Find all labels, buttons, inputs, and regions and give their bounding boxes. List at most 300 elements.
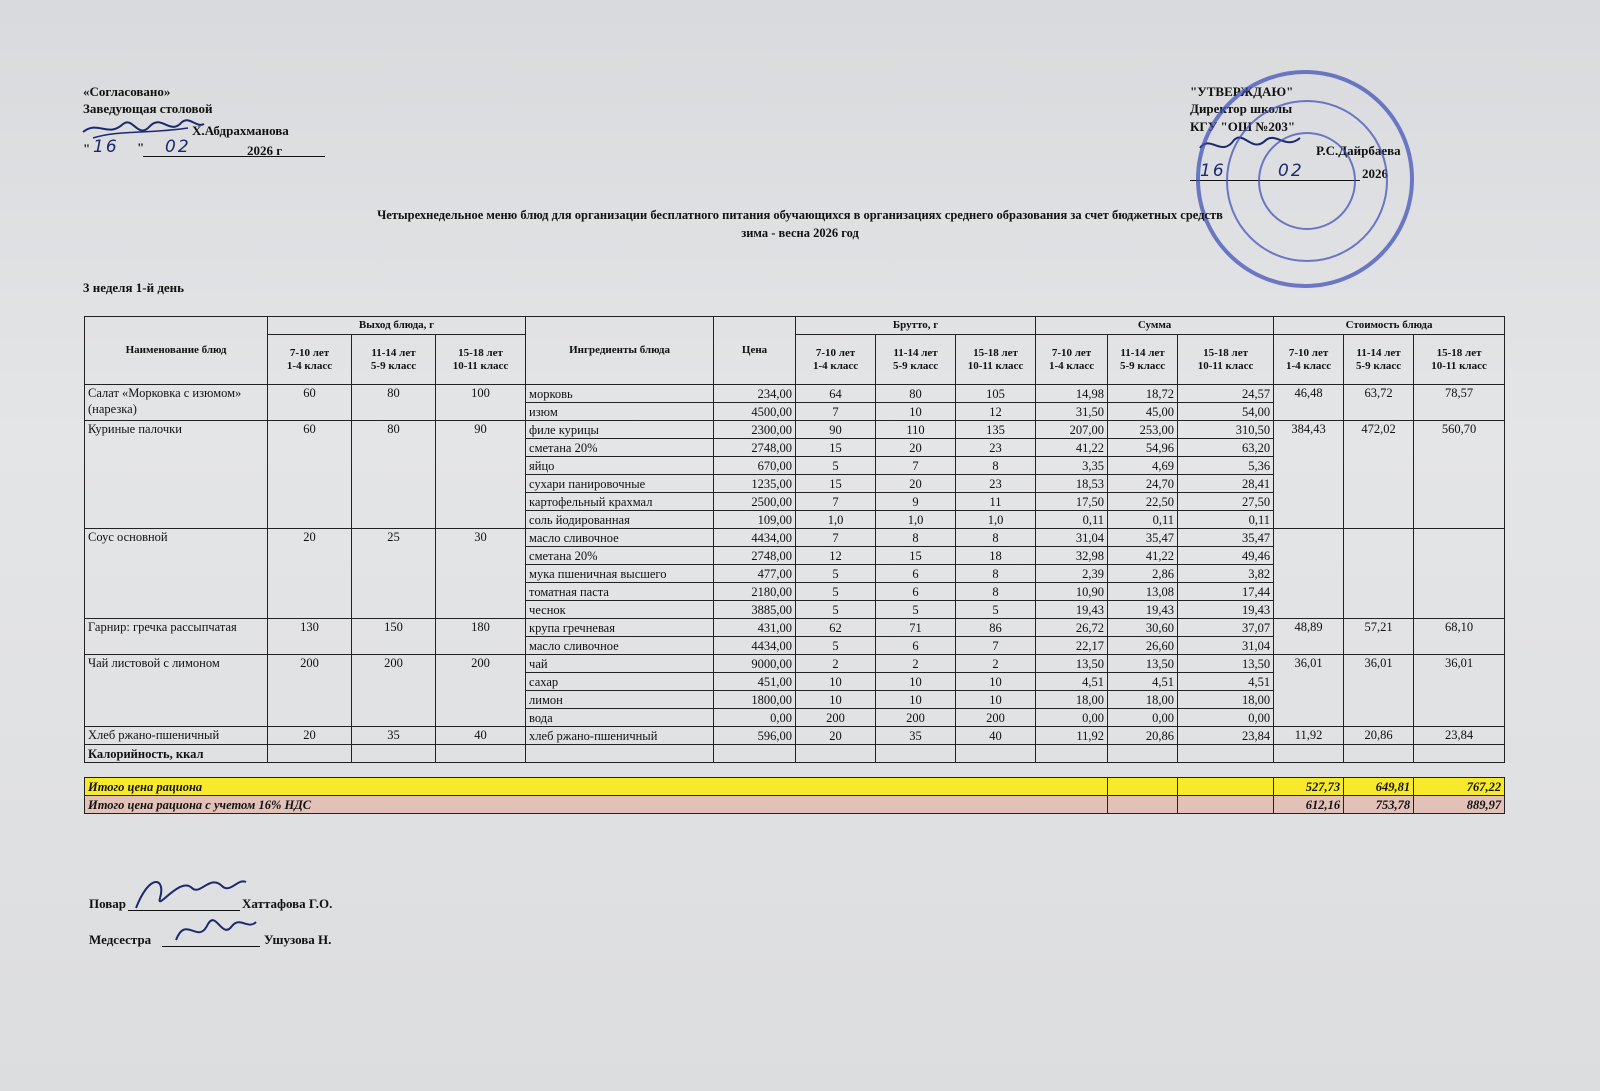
ingredient-sum: 2,39 [1036,565,1108,583]
ingredient-sum: 41,22 [1108,547,1178,565]
dish-yield: 200 [436,655,526,727]
empty-cell [1036,745,1108,763]
week-day-label: 3 неделя 1-й день [83,280,185,295]
ingredient-gross: 8 [956,565,1036,583]
ingredient-sum: 45,00 [1108,403,1178,421]
age-header-2 [876,335,956,385]
ingredient-price: 0,00 [714,709,796,727]
ingredient-sum: 4,51 [1178,673,1274,691]
dish-name: Куриные палочки [85,421,268,529]
empty-cell [1108,778,1178,796]
ingredient-gross: 11 [956,493,1036,511]
ingredient-sum: 11,92 [1036,727,1108,745]
class-range: 1-4 класс [812,359,859,372]
dish-cost: 68,10 [1414,619,1505,655]
ingredient-sum: 19,43 [1178,601,1274,619]
ingredient-gross: 10 [956,673,1036,691]
ingredient-price: 4434,00 [714,637,796,655]
ingredient-sum: 35,47 [1108,529,1178,547]
total-vat-row-value: 753,78 [1344,796,1414,814]
ingredient-sum: 0,00 [1178,709,1274,727]
approve-label: "УТВЕРЖДАЮ" [1190,84,1294,99]
ingredient-sum: 41,22 [1036,439,1108,457]
nurse-name: Ушузова Н. [264,932,332,947]
ingredient-sum: 26,72 [1036,619,1108,637]
ingredient-gross: 200 [956,709,1036,727]
ingredient-name: хлеб ржано-пшеничный [526,727,714,745]
empty-cell [1108,796,1178,814]
empty-cell [1178,778,1274,796]
cook-name: Хаттафова Г.О. [242,896,333,911]
ingredient-sum: 0,00 [1108,709,1178,727]
ingredient-name: изюм [526,403,714,421]
ingredient-gross: 8 [956,529,1036,547]
ingredient-name: яйцо [526,457,714,475]
class-range: 10-11 класс [1431,359,1487,372]
ingredient-gross: 15 [796,439,876,457]
age-header-2 [1344,335,1414,385]
ingredient-sum: 54,00 [1178,403,1274,421]
class-range: 5-9 класс [892,359,939,372]
ingredient-name: картофельный крахмал [526,493,714,511]
ingredient-price: 109,00 [714,511,796,529]
ingredient-price: 670,00 [714,457,796,475]
right-date-year: 2026 [1362,166,1388,181]
ingredient-sum: 13,50 [1108,655,1178,673]
age-range: 15-18 лет [973,346,1018,359]
left-date-day: 16 [93,137,119,157]
age-range: 11-14 лет [893,346,938,359]
ingredient-gross: 5 [796,565,876,583]
age-range: 7-10 лет [1288,346,1329,359]
dish-yield: 40 [436,727,526,745]
ingredient-gross: 12 [956,403,1036,421]
agreed-label: «Согласовано» [83,84,171,99]
ingredient-sum: 32,98 [1036,547,1108,565]
empty-cell [1274,745,1344,763]
dish-cost: 36,01 [1414,655,1505,727]
ingredient-price: 451,00 [714,673,796,691]
dish-yield: 60 [268,385,352,421]
table-row [85,421,1505,439]
dish-yield: 100 [436,385,526,421]
empty-cell [526,745,714,763]
class-range: 1-4 класс [1048,359,1095,372]
menu-title: Четырехнедельное меню блюд для организации бесплатного питания обучающихся в организациях среднего образования за счет бюджетных средств [377,208,1223,222]
ingredient-sum: 14,98 [1036,385,1108,403]
canteen-head-name: Х.Абдрахманова [192,123,289,138]
ingredient-gross: 35 [876,727,956,745]
ingredient-sum: 37,07 [1178,619,1274,637]
age-range: 7-10 лет [815,346,856,359]
ingredient-sum: 4,51 [1108,673,1178,691]
calories-row [85,745,1505,763]
ingredient-gross: 5 [796,583,876,601]
age-range: 7-10 лет [289,346,330,359]
ingredient-sum: 207,00 [1036,421,1108,439]
ingredient-gross: 5 [796,457,876,475]
canteen-head-position: Заведующая столовой [83,101,213,116]
dish-name: Салат «Морковка с изюмом» (нарезка) [85,385,268,421]
age-range: 11-14 лет [371,346,416,359]
left-date-year: 2026 г [247,143,283,158]
dish-yield: 180 [436,619,526,655]
director-name: Р.С.Дайрбаева [1316,143,1401,158]
ingredient-gross: 23 [956,439,1036,457]
total-row-value: 767,22 [1414,778,1505,796]
ingredient-gross: 2 [796,655,876,673]
ingredient-sum: 28,41 [1178,475,1274,493]
ingredient-sum: 22,50 [1108,493,1178,511]
ingredient-gross: 20 [876,439,956,457]
ingredient-sum: 18,72 [1108,385,1178,403]
ingredient-sum: 10,90 [1036,583,1108,601]
director-position: Директор школы [1190,101,1293,116]
dish-cost: 472,02 [1344,421,1414,529]
ingredient-sum: 63,20 [1178,439,1274,457]
dish-cost: 23,84 [1414,727,1505,745]
ingredient-price: 3885,00 [714,601,796,619]
ingredient-gross: 9 [876,493,956,511]
age-range: 11-14 лет [1120,346,1165,359]
col-yield: Выход блюда, г [268,317,526,335]
ingredient-gross: 12 [796,547,876,565]
total-row [85,778,1505,796]
ingredient-gross: 62 [796,619,876,637]
dish-cost: 78,57 [1414,385,1505,421]
ingredient-sum: 54,96 [1108,439,1178,457]
ingredient-gross: 200 [876,709,956,727]
ingredient-price: 596,00 [714,727,796,745]
dish-name: Гарнир: гречка рассыпчатая [85,619,268,655]
dish-yield: 80 [352,385,436,421]
ingredient-name: вода [526,709,714,727]
ingredient-gross: 2 [956,655,1036,673]
ingredient-gross: 10 [876,403,956,421]
ingredient-sum: 20,86 [1108,727,1178,745]
ingredient-gross: 7 [796,403,876,421]
total-row-label: Итого цена рациона [85,778,1108,796]
ingredient-gross: 15 [796,475,876,493]
ingredient-sum: 18,00 [1108,691,1178,709]
age-range: 15-18 лет [1436,346,1482,359]
class-range: 10-11 класс [452,359,509,372]
ingredient-name: сахар [526,673,714,691]
age-range: 15-18 лет [1203,346,1248,359]
ingredient-name: чеснок [526,601,714,619]
ingredient-price: 9000,00 [714,655,796,673]
ingredient-sum: 17,44 [1178,583,1274,601]
ingredient-gross: 7 [796,529,876,547]
total-vat-row-value: 889,97 [1414,796,1505,814]
ingredient-gross: 200 [796,709,876,727]
nurse-label: Медсестра [89,932,152,947]
ingredient-name: масло сливочное [526,529,714,547]
dish-yield: 20 [268,529,352,619]
right-date-month: 02 [1278,161,1304,181]
age-header-3 [1178,335,1274,385]
ingredient-price: 2748,00 [714,547,796,565]
ingredient-gross: 90 [796,421,876,439]
table-row [85,529,1505,547]
dish-yield: 35 [352,727,436,745]
spacer-row [85,763,1505,778]
dish-yield: 200 [352,655,436,727]
age-header-1 [268,335,352,385]
ingredient-gross: 1,0 [956,511,1036,529]
age-header-1 [796,335,876,385]
ingredient-gross: 2 [876,655,956,673]
ingredient-sum: 0,00 [1036,709,1108,727]
ingredient-gross: 8 [956,457,1036,475]
ingredient-sum: 4,51 [1036,673,1108,691]
ingredient-sum: 31,04 [1036,529,1108,547]
ingredient-sum: 310,50 [1178,421,1274,439]
dish-cost [1274,529,1344,619]
ingredient-gross: 7 [796,493,876,511]
col-ingredients: Ингредиенты блюда [526,317,714,385]
class-range: 10-11 класс [1197,359,1254,372]
ingredient-sum: 3,82 [1178,565,1274,583]
ingredient-sum: 19,43 [1036,601,1108,619]
ingredient-sum: 19,43 [1108,601,1178,619]
dish-yield: 25 [352,529,436,619]
total-row-value: 527,73 [1274,778,1344,796]
ingredient-gross: 6 [876,565,956,583]
ingredient-gross: 18 [956,547,1036,565]
empty-cell [876,745,956,763]
left-date-month: 02 [165,137,191,157]
ingredient-gross: 10 [876,691,956,709]
age-header-2 [352,335,436,385]
ingredient-name: томатная паста [526,583,714,601]
ingredient-price: 431,00 [714,619,796,637]
dish-yield: 60 [268,421,352,529]
cook-label: Повар [89,896,127,911]
ingredient-gross: 135 [956,421,1036,439]
empty-cell [714,745,796,763]
dish-cost: 57,21 [1344,619,1414,655]
ingredient-name: соль йодированная [526,511,714,529]
ingredient-price: 1800,00 [714,691,796,709]
ingredient-gross: 5 [956,601,1036,619]
class-range: 5-9 класс [1355,359,1402,372]
ingredient-name: филе курицы [526,421,714,439]
ingredient-gross: 71 [876,619,956,637]
ingredient-name: крупа гречневая [526,619,714,637]
ingredient-gross: 10 [796,691,876,709]
ingredient-sum: 31,04 [1178,637,1274,655]
dish-cost: 36,01 [1274,655,1344,727]
ingredient-sum: 24,70 [1108,475,1178,493]
empty-cell [956,745,1036,763]
dish-name: Хлеб ржано-пшеничный [85,727,268,745]
ingredient-price: 4434,00 [714,529,796,547]
ingredient-name: сметана 20% [526,439,714,457]
calories-label: Калорийность, ккал [85,745,268,763]
dish-yield: 30 [436,529,526,619]
ingredient-name: масло сливочное [526,637,714,655]
ingredient-gross: 10 [796,673,876,691]
ingredient-name: морковь [526,385,714,403]
ingredient-gross: 5 [796,637,876,655]
ingredient-name: мука пшеничная высшего [526,565,714,583]
dish-yield: 90 [436,421,526,529]
ingredient-sum: 13,50 [1178,655,1274,673]
age-header-1 [1274,335,1344,385]
dish-cost: 384,43 [1274,421,1344,529]
left-date-quote: " [83,141,91,156]
ingredient-sum: 0,11 [1178,511,1274,529]
ingredient-gross: 6 [876,637,956,655]
ingredient-gross: 10 [956,691,1036,709]
ingredient-gross: 20 [796,727,876,745]
age-header-3 [956,335,1036,385]
ingredient-sum: 2,86 [1108,565,1178,583]
col-price: Цена [714,317,796,385]
dish-cost: 36,01 [1344,655,1414,727]
ingredient-gross: 86 [956,619,1036,637]
age-header-1 [1036,335,1108,385]
empty-cell [1178,745,1274,763]
ingredient-gross: 8 [956,583,1036,601]
ingredient-sum: 18,00 [1178,691,1274,709]
school-name: КГУ "ОШ №203" [1190,119,1296,134]
ingredient-sum: 13,08 [1108,583,1178,601]
ingredient-price: 2180,00 [714,583,796,601]
ingredient-sum: 30,60 [1108,619,1178,637]
empty-cell [268,745,352,763]
ingredient-sum: 18,00 [1036,691,1108,709]
col-sum: Сумма [1036,317,1274,335]
dish-cost: 20,86 [1344,727,1414,745]
ingredient-sum: 23,84 [1178,727,1274,745]
dish-cost: 46,48 [1274,385,1344,421]
ingredient-gross: 20 [876,475,956,493]
ingredient-price: 2300,00 [714,421,796,439]
ingredient-sum: 24,57 [1178,385,1274,403]
ingredient-sum: 253,00 [1108,421,1178,439]
table-row [85,727,1505,745]
menu-table [84,316,1505,814]
age-range: 11-14 лет [1356,346,1401,359]
empty-cell [1344,745,1414,763]
ingredient-sum: 0,11 [1108,511,1178,529]
dish-name: Соус основной [85,529,268,619]
ingredient-price: 234,00 [714,385,796,403]
ingredient-price: 2500,00 [714,493,796,511]
left-date-quote2: " [137,140,145,155]
ingredient-sum: 31,50 [1036,403,1108,421]
table-row [85,385,1505,403]
dish-yield: 150 [352,619,436,655]
ingredient-gross: 105 [956,385,1036,403]
age-range: 7-10 лет [1051,346,1092,359]
ingredient-price: 4500,00 [714,403,796,421]
ingredient-sum: 22,17 [1036,637,1108,655]
class-range: 5-9 класс [1119,359,1166,372]
ingredient-sum: 26,60 [1108,637,1178,655]
nurse-signature [170,906,260,950]
class-range: 5-9 класс [370,359,417,372]
ingredient-sum: 18,53 [1036,475,1108,493]
col-dish-name: Наименование блюд [85,317,268,385]
ingredient-gross: 23 [956,475,1036,493]
ingredient-gross: 80 [876,385,956,403]
ingredient-sum: 35,47 [1178,529,1274,547]
dish-cost [1344,529,1414,619]
dish-yield: 20 [268,727,352,745]
table-row [85,655,1505,673]
ingredient-sum: 49,46 [1178,547,1274,565]
empty-cell [1178,796,1274,814]
ingredient-gross: 6 [876,583,956,601]
ingredient-gross: 110 [876,421,956,439]
total-row-value: 649,81 [1344,778,1414,796]
col-gross: Брутто, г [796,317,1036,335]
age-header-2 [1108,335,1178,385]
ingredient-sum: 4,69 [1108,457,1178,475]
ingredient-sum: 27,50 [1178,493,1274,511]
empty-cell [1414,745,1505,763]
ingredient-price: 477,00 [714,565,796,583]
ingredient-sum: 17,50 [1036,493,1108,511]
right-date-day: 16 [1200,161,1226,181]
dish-cost: 11,92 [1274,727,1344,745]
dish-cost: 63,72 [1344,385,1414,421]
empty-cell [1108,745,1178,763]
dish-cost: 48,89 [1274,619,1344,655]
ingredient-price: 2748,00 [714,439,796,457]
ingredient-sum: 5,36 [1178,457,1274,475]
dish-yield: 130 [268,619,352,655]
ingredient-gross: 5 [796,601,876,619]
ingredient-sum: 0,11 [1036,511,1108,529]
total-vat-row-value: 612,16 [1274,796,1344,814]
school-seal [1196,70,1414,288]
class-range: 1-4 класс [286,359,333,372]
total-vat-row-label: Итого цена рациона с учетом 16% НДС [85,796,1108,814]
ingredient-gross: 1,0 [796,511,876,529]
age-range: 15-18 лет [458,346,503,359]
col-cost: Стоимость блюда [1274,317,1505,335]
age-header-3 [1414,335,1505,385]
ingredient-gross: 64 [796,385,876,403]
menu-subtitle: зима - весна 2026 год [741,226,859,240]
age-header-3 [436,335,526,385]
total-vat-row [85,796,1505,814]
class-range: 1-4 класс [1285,359,1332,372]
empty-cell [796,745,876,763]
ingredient-gross: 40 [956,727,1036,745]
class-range: 10-11 класс [967,359,1024,372]
ingredient-gross: 10 [876,673,956,691]
empty-cell [352,745,436,763]
dish-name: Чай листовой с лимоном [85,655,268,727]
dish-cost: 560,70 [1414,421,1505,529]
ingredient-gross: 7 [876,457,956,475]
ingredient-gross: 7 [956,637,1036,655]
dish-yield: 80 [352,421,436,529]
ingredient-gross: 1,0 [876,511,956,529]
ingredient-name: сметана 20% [526,547,714,565]
empty-cell [436,745,526,763]
dish-cost [1414,529,1505,619]
ingredient-gross: 8 [876,529,956,547]
ingredient-price: 1235,00 [714,475,796,493]
ingredient-sum: 3,35 [1036,457,1108,475]
ingredient-sum: 13,50 [1036,655,1108,673]
